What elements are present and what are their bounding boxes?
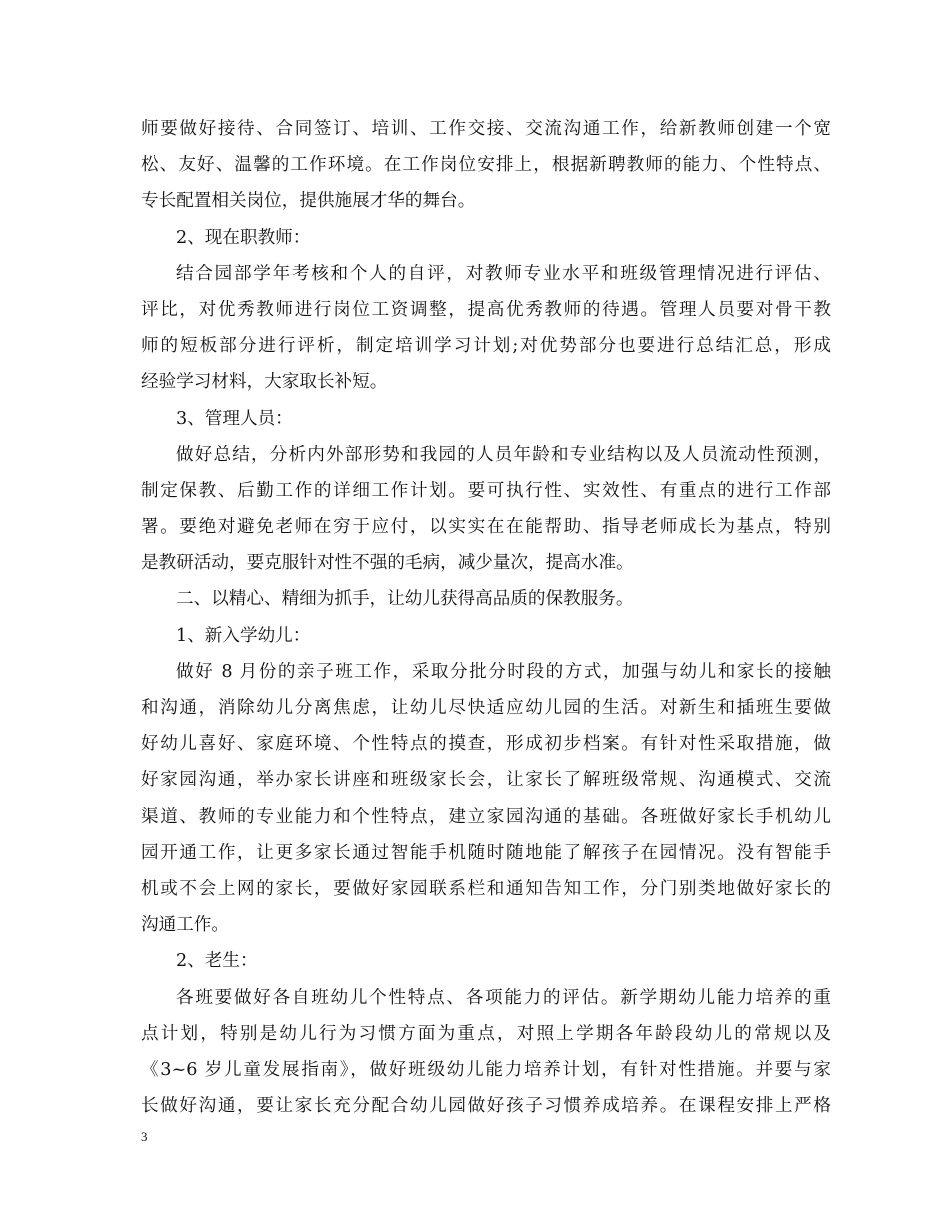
text-line: 专长配置相关岗位，提供施展才华的舞台。	[141, 191, 476, 212]
text-line: 制定保教、后勤工作的详细工作计划。要可执行性、实效性、有重点的进行工作部	[141, 480, 831, 501]
text-line: 2、老生：	[176, 951, 258, 972]
text-line: 点计划，特别是幼儿行为习惯方面为重点，对照上学期各年龄段幼儿的常规以及	[141, 1023, 831, 1044]
text-line: 师要做好接待、合同签订、培训、工作交接、交流沟通工作，给新教师创建一个宽	[141, 119, 831, 139]
text-line: 沟通工作。	[141, 915, 229, 936]
text-line: 各班要做好各自班幼儿个性特点、各项能力的评估。新学期幼儿能力培养的重	[176, 987, 831, 1008]
text-line: 评比，对优秀教师进行岗位工资调整，提高优秀教师的待遇。管理人员要对骨干教	[141, 299, 831, 320]
text-line: 3、管理人员：	[176, 408, 293, 429]
text-line: 好幼儿喜好、家庭环境、个性特点的摸查，形成初步档案。有针对性采取措施，做	[141, 734, 831, 755]
text-line: 2、现在职教师：	[176, 227, 311, 248]
text-line: 1、新入学幼儿：	[176, 625, 311, 646]
text-line: 结合园部学年考核和个人的自评，对教师专业水平和班级管理情况进行评估、	[176, 263, 831, 284]
text-line: 做好总结，分析内外部形势和我园的人员年龄和专业结构以及人员流动性预测，	[176, 444, 831, 465]
text-line: 园开通工作，让更多家长通过智能手机随时随地能了解孩子在园情况。没有智能手	[141, 842, 831, 863]
body-text	[141, 111, 831, 1124]
text-line: 署。要绝对避免老师在穷于应付，以实实在在能帮助、指导老师成长为基点，特别	[141, 517, 831, 538]
text-line: 师的短板部分进行评析，制定培训学习计划;对优势部分也要进行总结汇总，形成	[141, 336, 831, 357]
text-line: 好家园沟通，举办家长讲座和班级家长会，让家长了解班级常规、沟通模式、交流	[141, 770, 831, 791]
text-line: 是教研活动，要克服针对性不强的毛病，减少量次，提高水准。	[141, 553, 634, 574]
text-line: 长做好沟通，要让家长充分配合幼儿园做好孩子习惯养成培养。在课程安排上严格	[141, 1096, 831, 1117]
text-line: 经验学习材料，大家取长补短。	[141, 372, 388, 393]
text-line: 二、以精心、精细为抓手，让幼儿获得高品质的保教服务。	[176, 589, 634, 610]
text-line: 和沟通，消除幼儿分离焦虑，让幼儿尽快适应幼儿园的生活。对新生和插班生要做	[141, 698, 831, 718]
text-line: 机或不会上网的家长，要做好家园联系栏和通知告知工作，分门别类地做好家长的	[141, 878, 831, 899]
text-line: 渠道、教师的专业能力和个性特点，建立家园沟通的基础。各班做好家长手机幼儿	[141, 806, 831, 827]
text-line: 做好 8 月份的亲子班工作，采取分批分时段的方式，加强与幼儿和家长的接触	[176, 661, 831, 682]
text-line: 松、友好、温馨的工作环境。在工作岗位安排上，根据新聘教师的能力、个性特点、	[141, 155, 831, 176]
page-number: 3	[141, 1129, 148, 1144]
text-line: 《3~6 岁儿童发展指南》，做好班级幼儿能力培养计划，有针对性措施。并要与家	[141, 1059, 831, 1080]
